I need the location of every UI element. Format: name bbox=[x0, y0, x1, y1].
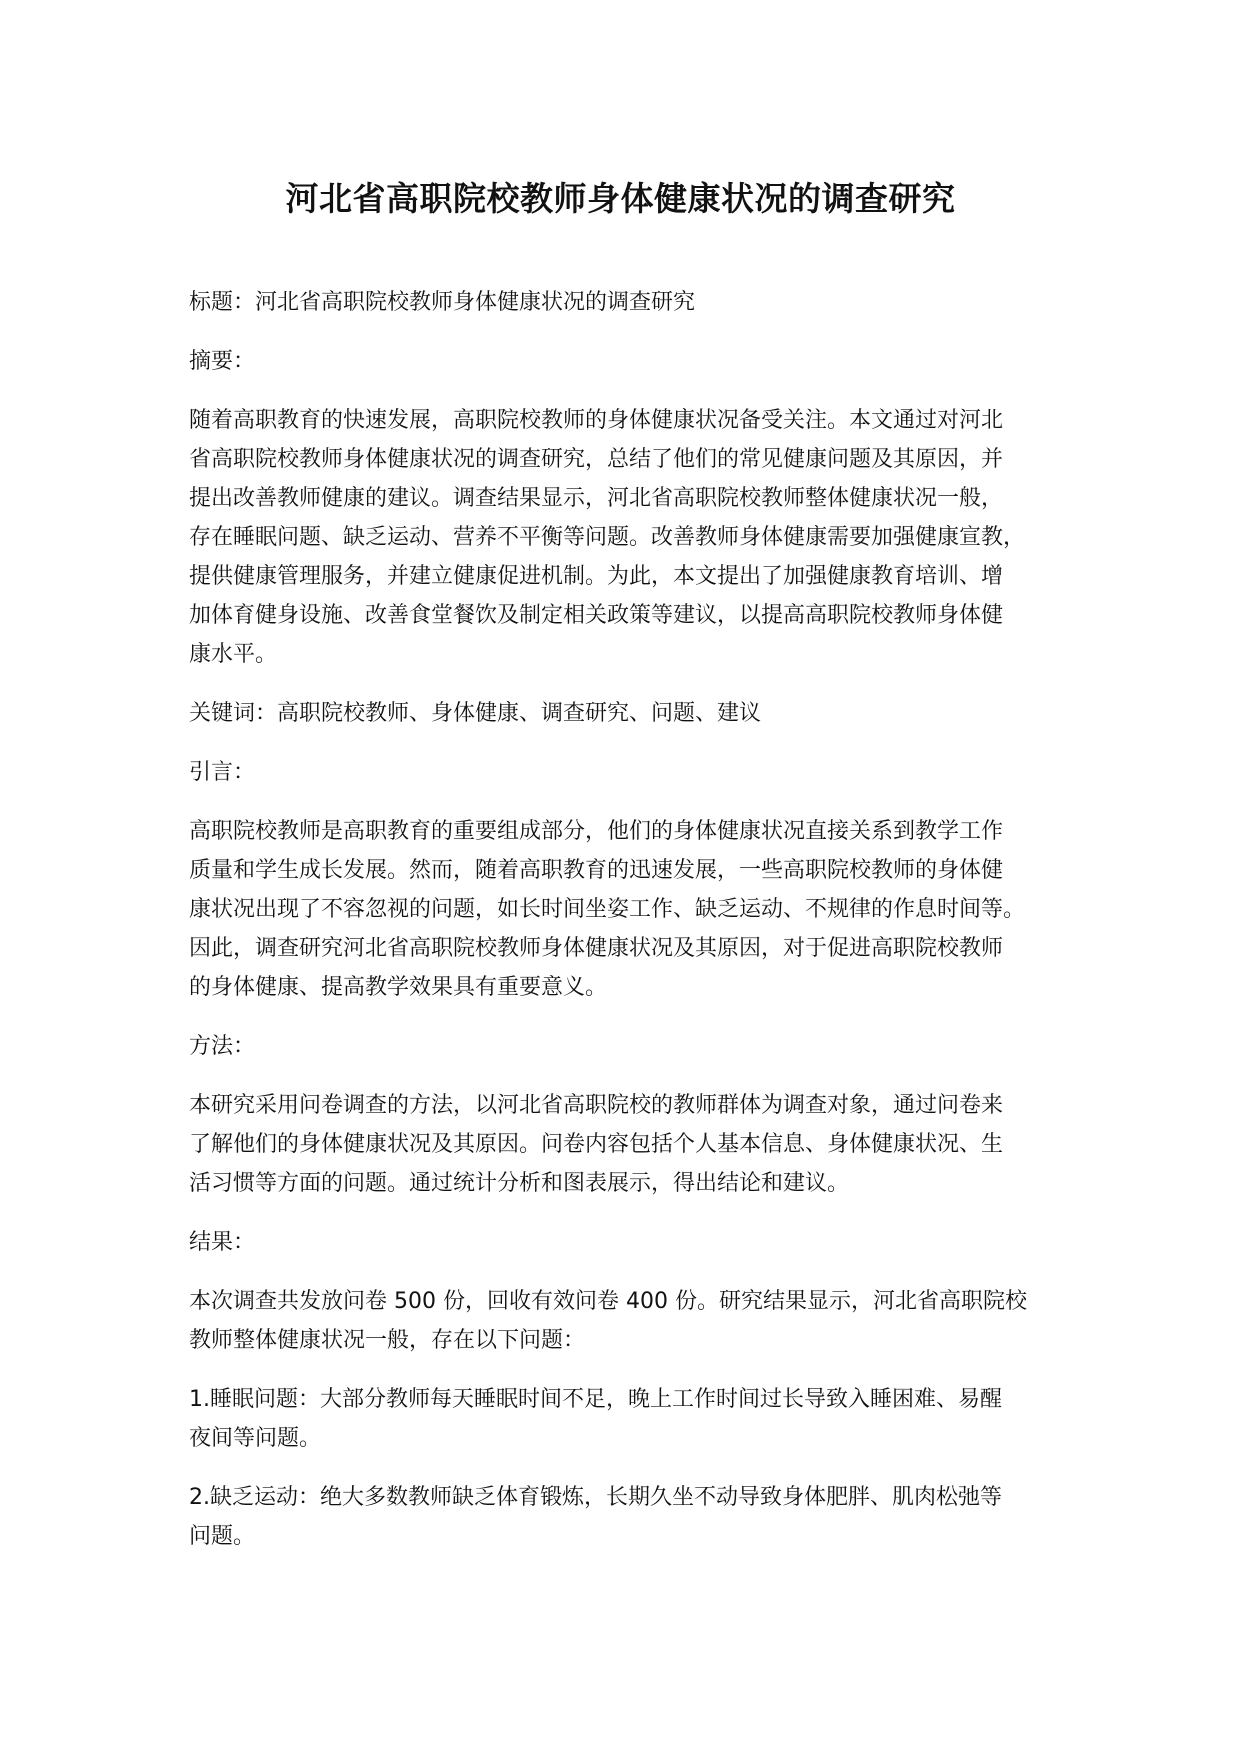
list-item-exercise bbox=[189, 1478, 1089, 1556]
text-line: 引言： bbox=[189, 760, 256, 785]
text-line: 摘要： bbox=[189, 349, 256, 374]
text-line: 1.睡眠问题：大部分教师每天睡眠时间不足，晚上工作时间过长导致入睡困难、易醒 bbox=[189, 1387, 1002, 1412]
text-line: 标题：河北省高职院校教师身体健康状况的调查研究 bbox=[189, 290, 696, 315]
paragraph-title-label bbox=[189, 283, 1089, 322]
text-line: 随着高职教育的快速发展，高职院校教师的身体健康状况备受关注。本文通过对河北 bbox=[189, 408, 1004, 433]
paragraph-keywords bbox=[189, 694, 1089, 733]
document-title: 河北省高职院校教师身体健康状况的调查研究 bbox=[285, 179, 956, 218]
text-line: 2.缺乏运动：绝大多数教师缺乏体育锻炼，长期久坐不动导致身体肥胖、肌肉松弛等 bbox=[189, 1485, 1002, 1510]
text-line: 结果： bbox=[189, 1230, 256, 1255]
heading-introduction bbox=[189, 753, 1089, 792]
text-line: 了解他们的身体健康状况及其原因。问卷内容包括个人基本信息、身体健康状况、生 bbox=[189, 1132, 1004, 1157]
document-body bbox=[189, 283, 1089, 1576]
heading-results bbox=[189, 1223, 1089, 1262]
text-line: 高职院校教师是高职教育的重要组成部分，他们的身体健康状况直接关系到教学工作 bbox=[189, 819, 1004, 844]
text-line: 夜间等问题。 bbox=[189, 1426, 322, 1451]
text-line: 提出改善教师健康的建议。调查结果显示，河北省高职院校教师整体健康状况一般， bbox=[189, 486, 1004, 511]
text-line: 存在睡眠问题、缺乏运动、营养不平衡等问题。改善教师身体健康需要加强健康宣教， bbox=[189, 525, 1026, 550]
text-line: 加体育健身设施、改善食堂餐饮及制定相关政策等建议，以提高高职院校教师身体健 bbox=[189, 603, 1004, 628]
text-line: 省高职院校教师身体健康状况的调查研究，总结了他们的常见健康问题及其原因，并 bbox=[189, 447, 1004, 472]
text-line: 本研究采用问卷调查的方法，以河北省高职院校的教师群体为调查对象，通过问卷来 bbox=[189, 1093, 1004, 1118]
text-line: 质量和学生成长发展。然而，随着高职教育的迅速发展，一些高职院校教师的身体健 bbox=[189, 858, 1004, 883]
text-line: 关键词：高职院校教师、身体健康、调查研究、问题、建议 bbox=[189, 701, 762, 726]
text-line: 康水平。 bbox=[189, 642, 278, 667]
text-line: 康状况出现了不容忽视的问题，如长时间坐姿工作、缺乏运动、不规律的作息时间等。 bbox=[189, 897, 1026, 922]
heading-methods bbox=[189, 1027, 1089, 1066]
paragraph-results bbox=[189, 1282, 1089, 1360]
text-line: 问题。 bbox=[189, 1524, 256, 1549]
text-line: 本次调查共发放问卷 500 份，回收有效问卷 400 份。研究结果显示，河北省高职院校 bbox=[189, 1289, 1027, 1314]
paragraph-methods bbox=[189, 1086, 1089, 1203]
heading-abstract bbox=[189, 342, 1089, 381]
paragraph-introduction bbox=[189, 812, 1089, 1007]
text-line: 因此，调查研究河北省高职院校教师身体健康状况及其原因，对于促进高职院校教师 bbox=[189, 936, 1004, 961]
text-line: 方法： bbox=[189, 1034, 256, 1059]
text-line: 提供健康管理服务，并建立健康促进机制。为此，本文提出了加强健康教育培训、增 bbox=[189, 564, 1004, 589]
text-line: 的身体健康、提高教学效果具有重要意义。 bbox=[189, 975, 608, 1000]
text-line: 教师整体健康状况一般，存在以下问题： bbox=[189, 1328, 586, 1353]
text-line: 活习惯等方面的问题。通过统计分析和图表展示，得出结论和建议。 bbox=[189, 1171, 850, 1196]
list-item-sleep bbox=[189, 1380, 1089, 1458]
paragraph-abstract bbox=[189, 401, 1089, 674]
